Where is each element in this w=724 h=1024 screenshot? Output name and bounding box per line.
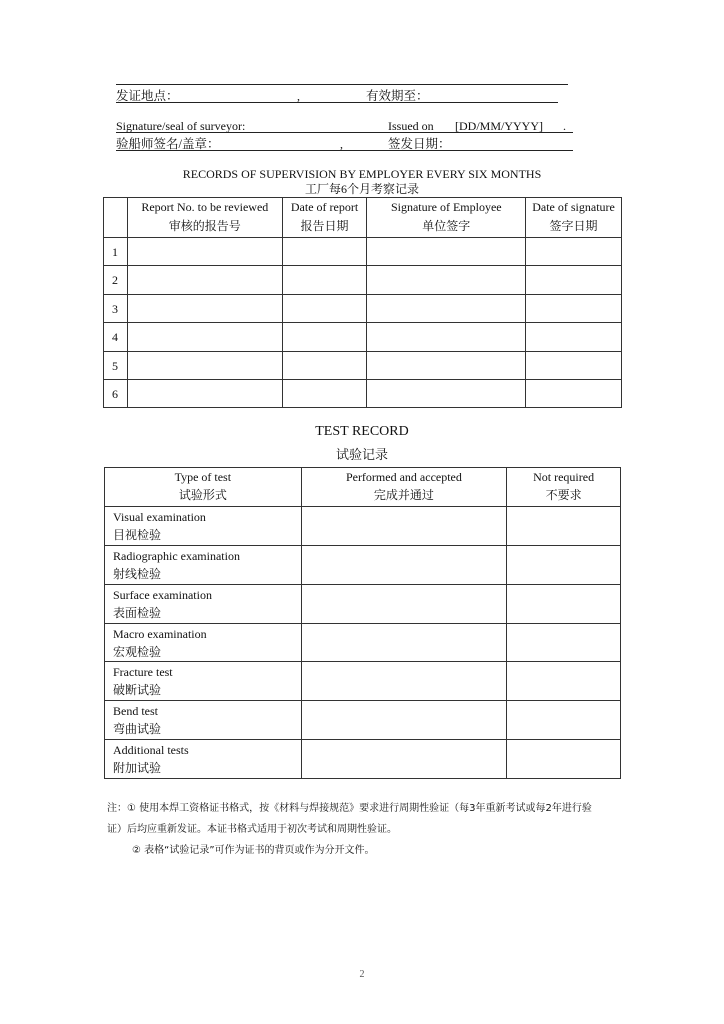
table-row	[104, 380, 622, 408]
row-number: 3	[104, 295, 128, 323]
date-of-report-cell[interactable]	[282, 352, 367, 380]
col-en: Date of signature	[532, 200, 615, 214]
test-header-row	[105, 468, 621, 507]
col-en: Type of test	[174, 470, 232, 484]
note-line-3: ② 表格“试验记录”可作为证书的背页或作为分开文件。	[132, 845, 375, 856]
performed-cell[interactable]	[301, 740, 507, 779]
test-record-table	[104, 467, 621, 779]
date-of-signature-cell[interactable]	[526, 323, 622, 352]
table-row	[104, 295, 622, 323]
test-type-cell	[105, 701, 302, 740]
issued-on-label: Issued on	[388, 119, 434, 133]
test-type-cell	[105, 585, 302, 624]
not-required-cell[interactable]	[507, 507, 621, 546]
col-cn: 审核的报告号	[168, 219, 241, 233]
date-of-signature-cell[interactable]	[526, 352, 622, 380]
col-en: Signature of Employee	[390, 200, 502, 214]
test-name-cn: 附加试验	[113, 761, 162, 775]
date-format: [DD/MM/YYYY]	[455, 119, 543, 133]
not-required-cell[interactable]	[507, 546, 621, 585]
comma-2: ,	[340, 137, 343, 151]
signature-cell[interactable]	[367, 323, 526, 352]
report-no-cell[interactable]	[127, 380, 282, 408]
signature-cell[interactable]	[367, 295, 526, 323]
test-name-cn: 弯曲试验	[113, 722, 162, 736]
table-row	[105, 701, 621, 740]
col-report-no	[127, 198, 282, 238]
col-cn: 试验形式	[178, 488, 227, 502]
date-of-signature-cell[interactable]	[526, 380, 622, 408]
test-name-en: Fracture test	[113, 665, 173, 679]
col-cn: 完成并通过	[373, 488, 434, 502]
col-signature-of-employee	[367, 198, 526, 238]
date-of-report-cell[interactable]	[282, 295, 367, 323]
col-en: Date of report	[290, 200, 359, 214]
date-of-report-cell[interactable]	[282, 380, 367, 408]
test-name-en: Visual examination	[113, 510, 206, 524]
performed-cell[interactable]	[301, 507, 507, 546]
report-no-cell[interactable]	[127, 352, 282, 380]
col-date-of-report	[282, 198, 367, 238]
col-cn: 报告日期	[300, 219, 349, 233]
report-no-cell[interactable]	[127, 238, 282, 266]
page-number: 2	[359, 969, 365, 980]
supervision-title-en: RECORDS OF SUPERVISION BY EMPLOYER EVERY SIX MONTHS	[182, 167, 542, 181]
performed-cell[interactable]	[301, 662, 507, 701]
test-record-title-en: TEST RECORD	[315, 424, 409, 439]
issue-date-cn-label: 签发日期：	[388, 137, 451, 151]
signature-label: Signature/seal of surveyor:	[116, 119, 246, 133]
test-type-cell	[105, 507, 302, 546]
header-number-cell	[104, 198, 128, 238]
issue-place-label: 发证地点：	[116, 89, 179, 103]
col-en: Not required	[533, 470, 595, 484]
table-row	[104, 266, 622, 295]
surveyor-cn-label: 验船师签名/盖章：	[116, 137, 220, 151]
test-name-en: Radiographic examination	[113, 549, 240, 563]
row-number: 5	[104, 352, 128, 380]
row-number: 1	[104, 238, 128, 266]
table-row	[105, 546, 621, 585]
top-rule	[116, 84, 568, 85]
date-of-report-cell[interactable]	[282, 238, 367, 266]
test-name-en: Macro examination	[113, 627, 207, 641]
supervision-title-cn: 工厂每6个月考察记录	[304, 182, 419, 196]
note-line-2: 证）后均应重新发证。本证书格式适用于初次考试和周期性验证。	[107, 824, 397, 835]
not-required-cell[interactable]	[507, 624, 621, 662]
valid-until-label: 有效期至：	[366, 89, 429, 103]
test-name-cn: 射线检验	[113, 567, 162, 581]
date-of-signature-cell[interactable]	[526, 238, 622, 266]
supervision-header-row	[104, 198, 622, 238]
performed-cell[interactable]	[301, 701, 507, 740]
date-of-report-cell[interactable]	[282, 266, 367, 295]
not-required-cell[interactable]	[507, 701, 621, 740]
col-performed-accepted	[301, 468, 507, 507]
date-of-signature-cell[interactable]	[526, 266, 622, 295]
col-cn: 不要求	[545, 488, 582, 502]
col-date-of-signature	[526, 198, 622, 238]
test-type-cell	[105, 662, 302, 701]
test-name-cn: 表面检验	[113, 606, 162, 620]
table-row	[105, 624, 621, 662]
table-row	[105, 740, 621, 779]
table-row	[105, 585, 621, 624]
col-type-of-test	[105, 468, 302, 507]
col-en: Performed and accepted	[345, 470, 462, 484]
date-of-signature-cell[interactable]	[526, 295, 622, 323]
signature-cell[interactable]	[367, 238, 526, 266]
issue-place-underline	[116, 102, 558, 103]
report-no-cell[interactable]	[127, 266, 282, 295]
test-name-cn: 目视检验	[113, 528, 162, 542]
note-line-1: 注：① 使用本焊工资格证书格式，按《材料与焊接规范》要求进行周期性验证（每3年重新考试或每2年进行验	[107, 803, 592, 814]
signature-cell[interactable]	[367, 266, 526, 295]
signature-cell[interactable]	[367, 352, 526, 380]
not-required-cell[interactable]	[507, 740, 621, 779]
row-number: 2	[104, 266, 128, 295]
not-required-cell[interactable]	[507, 662, 621, 701]
performed-cell[interactable]	[301, 585, 507, 624]
test-type-cell	[105, 624, 302, 662]
surveyor-underline	[116, 150, 573, 151]
signature-cell[interactable]	[367, 380, 526, 408]
row-number: 6	[104, 380, 128, 408]
date-of-report-cell[interactable]	[282, 323, 367, 352]
table-row	[104, 238, 622, 266]
period: .	[563, 119, 566, 133]
col-not-required	[507, 468, 621, 507]
test-record-title-cn: 试验记录	[335, 447, 388, 462]
table-row	[104, 352, 622, 380]
table-row	[104, 323, 622, 352]
signature-underline	[116, 132, 573, 133]
test-type-cell	[105, 740, 302, 779]
test-name-en: Additional tests	[113, 743, 189, 757]
performed-cell[interactable]	[301, 546, 507, 585]
test-name-cn: 宏观检验	[113, 645, 162, 659]
comma-1: ,	[297, 89, 300, 103]
performed-cell[interactable]	[301, 624, 507, 662]
row-number: 4	[104, 323, 128, 352]
supervision-table	[103, 197, 622, 408]
test-name-en: Surface examination	[113, 588, 212, 602]
report-no-cell[interactable]	[127, 295, 282, 323]
test-name-cn: 破断试验	[113, 683, 162, 697]
table-row	[105, 662, 621, 701]
test-type-cell	[105, 546, 302, 585]
col-en: Report No. to be reviewed	[141, 200, 269, 214]
col-cn: 签字日期	[549, 219, 598, 233]
report-no-cell[interactable]	[127, 323, 282, 352]
table-row	[105, 507, 621, 546]
col-cn: 单位签字	[422, 219, 471, 233]
not-required-cell[interactable]	[507, 585, 621, 624]
test-name-en: Bend test	[113, 704, 158, 718]
